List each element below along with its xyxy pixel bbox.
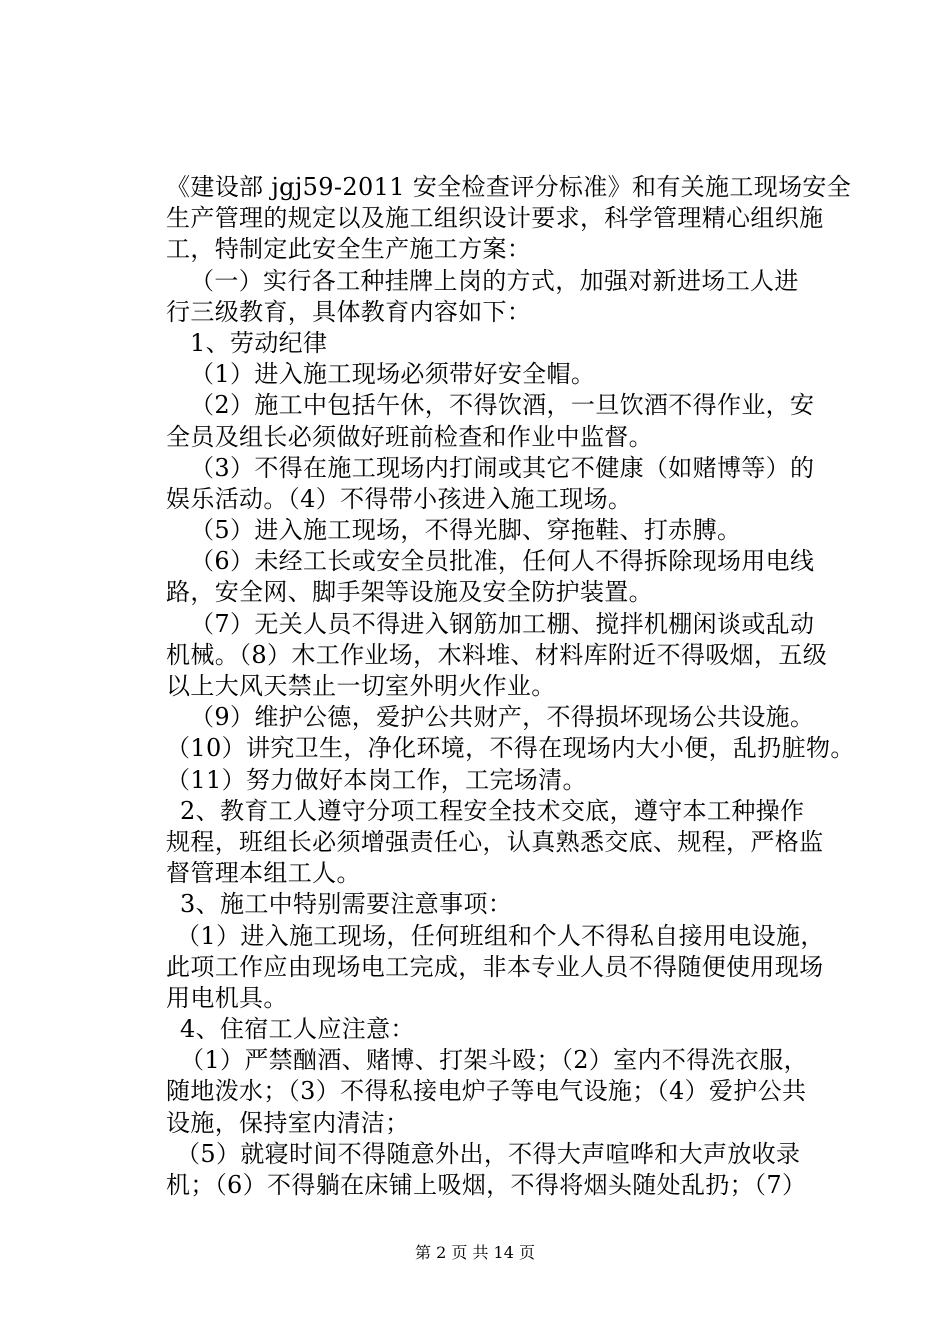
text-line: （6）未经工长或安全员批准，任何人不得拆除现场用电线 [190,547,815,576]
text-line: 1、劳动纪律 [190,328,328,357]
text-line: 督管理本组工人。 [166,859,361,888]
text-line: 此项工作应由现场电工完成，非本专业人员不得随便使用现场 [166,952,824,981]
text-line: 《建设部 jgj59-2011 安全检查评分标准》和有关施工现场安全 [166,173,852,201]
text-line: 2、教育工人遵守分项工程安全技术交底，遵守本工种操作 [180,796,805,825]
text-line: 以上大风天禁止一切室外明火作业。 [166,672,556,700]
document-body [166,172,866,1201]
text-line: 用电机具。 [166,983,288,1012]
text-line: 规程，班组长必须增强责任心，认真熟悉交底、规程，严格监 [166,827,824,856]
text-line: （1）严禁酗酒、赌博、打架斗殴；（2）室内不得洗衣服， [180,1046,808,1075]
text-line: （2）施工中包括午休，不得饮酒，一旦饮酒不得作业，安 [190,391,815,420]
text-line: 机械。（8）木工作业场，木料堆、材料库附近不得吸烟，五级 [166,640,828,669]
text-line: （11）努力做好本岗工作，工完场清。 [166,765,587,794]
text-line: （5）进入施工现场，不得光脚、穿拖鞋、打赤膊。 [190,516,742,545]
text-line: 工，特制定此安全生产施工方案： [166,235,532,264]
text-line: （7）无关人员不得进入钢筋加工棚、搅拌机棚闲谈或乱动 [190,609,815,638]
text-line: （5）就寝时间不得随意外出，不得大声喧哗和大声放收录 [176,1139,801,1168]
text-line: 全员及组长必须做好班前检查和作业中监督。 [166,422,653,451]
text-line: （1）进入施工现场，任何班组和个人不得私自接用电设施， [176,921,825,950]
text-line: 4、住宿工人应注意： [180,1015,415,1044]
text-line: （9）维护公德，爱护公共财产，不得损坏现场公共设施。 [190,703,815,732]
text-line: （3）不得在施工现场内打闹或其它不健康（如赌博等）的 [190,453,815,482]
text-line: 生产管理的规定以及施工组织设计要求，科学管理精心组织施 [166,204,824,233]
text-line: （10）讲究卫生，净化环境，不得在现场内大小便，乱扔脏物。 [166,734,855,763]
page-number: 第 2 页 共 14 页 [415,1243,535,1262]
text-line: 机；（6）不得躺在床铺上吸烟，不得将烟头随处乱扔；（7） [166,1171,807,1199]
text-line: 娱乐活动。（4）不得带小孩进入施工现场。 [166,484,633,513]
text-line: 行三级教育，具体教育内容如下： [166,297,532,326]
text-line: （一）实行各工种挂牌上岗的方式，加强对新进场工人进 [190,266,799,295]
text-line: 路，安全网、脚手架等设施及安全防护装置。 [166,578,653,607]
text-line: 随地泼水；（3）不得私接电炉子等电气设施；（4）爱护公共 [166,1077,807,1106]
text-line: （1）进入施工现场必须带好安全帽。 [190,360,596,389]
text-line: 3、施工中特别需要注意事项： [180,890,513,919]
text-line: 设施，保持室内清洁； [166,1108,410,1137]
